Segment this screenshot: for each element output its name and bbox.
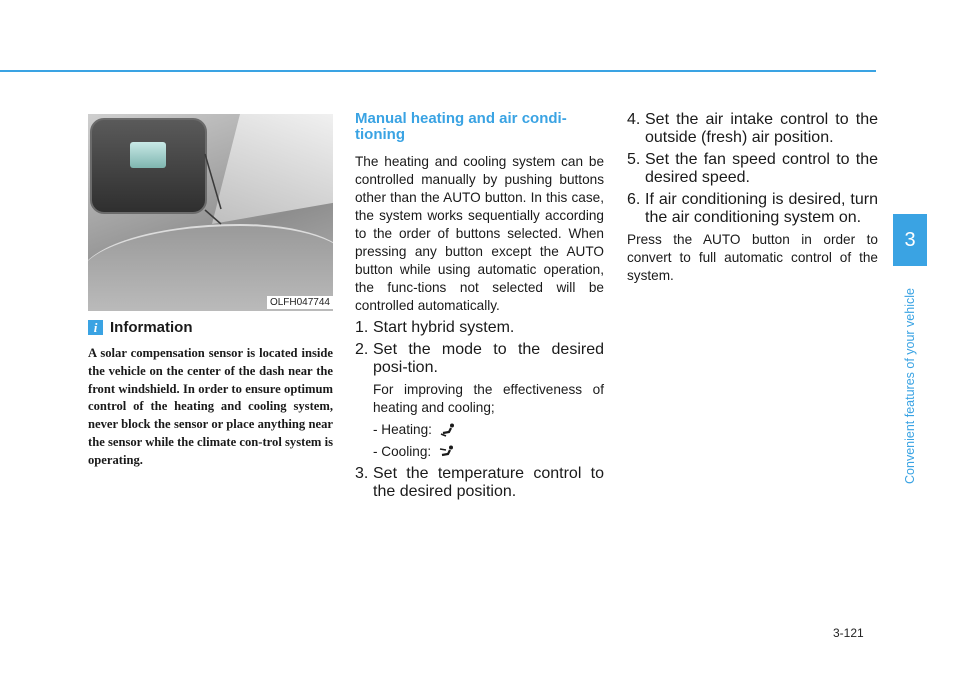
heating-line: [355, 421, 604, 439]
step-text: Set the fan speed control to the desired speed.: [645, 151, 878, 186]
step-number: 2.: [355, 341, 369, 358]
step-number: 6.: [627, 191, 641, 208]
step-text: If air conditioning is desired, turn the air conditioning system on.: [645, 191, 878, 226]
step-text: Start hybrid system.: [373, 319, 515, 336]
step-text: Set the air intake control to the outside (fresh) air position.: [645, 111, 878, 146]
step-4: [627, 111, 878, 147]
right-column: [627, 111, 878, 285]
step-3: [355, 465, 604, 501]
step-number: 4.: [627, 111, 641, 128]
information-body: A solar compensation sensor is located inside the vehicle on the center of the dash near the front windshield. In order to ensure optimum control of the heating and cooling system, never block the sensor or place anything near the sensor while the climate con-trol system is operating.: [88, 346, 333, 467]
header-rule: [0, 70, 876, 72]
step-text: Set the temperature control to the desired position.: [373, 465, 604, 500]
sensor-photo: [88, 114, 333, 311]
step-number: 1.: [355, 319, 369, 336]
section-title: Manual heating and air condi-tioning: [355, 110, 567, 143]
information-title: Information: [110, 319, 193, 336]
chapter-number: 3: [893, 214, 927, 266]
step-5: [627, 151, 878, 187]
step-6: [627, 191, 878, 227]
left-column: [88, 114, 333, 470]
floor-mode-icon: [440, 423, 456, 437]
page-number: 3-121: [833, 626, 864, 640]
cooling-line: [355, 443, 604, 461]
heating-label: - Heating:: [373, 422, 432, 437]
closing-paragraph: Press the AUTO button in order to convert to full automatic control of the system.: [627, 232, 878, 283]
cooling-label: - Cooling:: [373, 444, 432, 459]
step-number: 5.: [627, 151, 641, 168]
chapter-label: Convenient features of your vehicle: [903, 288, 917, 484]
step-text: Set the mode to the desired posi-tion.: [373, 341, 604, 376]
figure-code: OLFH047744: [267, 296, 333, 309]
information-header: [88, 319, 333, 336]
step-number: 3.: [355, 465, 369, 482]
section-intro: The heating and cooling system can be controlled manually by pushing buttons other than the AUTO button. In this case, the system works sequentially according to the order of buttons selected. When pressing any button except the AUTO button while using automatic operation, the func-tions not selected will be controlled automatically.: [355, 154, 604, 313]
middle-column: [355, 111, 604, 501]
step-2: [355, 341, 604, 377]
face-mode-icon: [439, 445, 455, 459]
info-icon: i: [88, 320, 103, 335]
callout-lines: [88, 114, 333, 311]
chapter-tab: [893, 266, 927, 506]
step-2-subtext: For improving the effectiveness of heating and cooling;: [373, 382, 604, 415]
step-1: [355, 319, 604, 337]
